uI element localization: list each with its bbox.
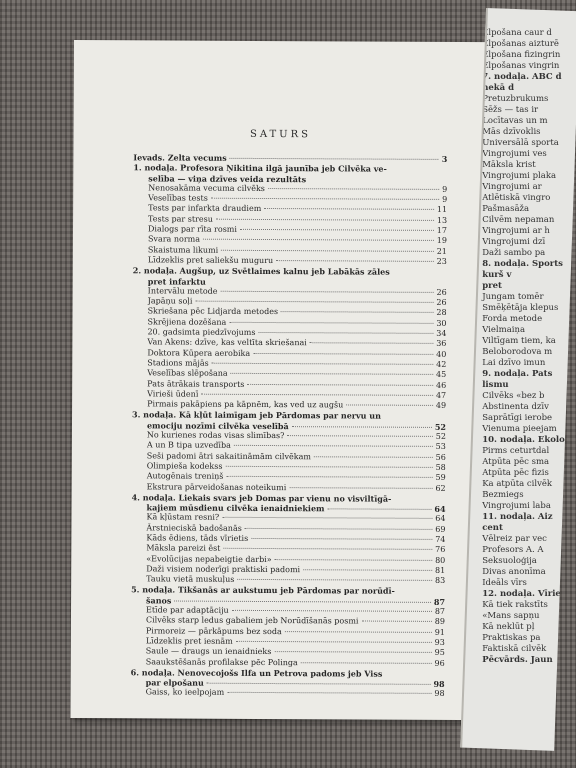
- toc-entry-title: emociju nozīmi cilvēka veselībā: [146, 420, 289, 431]
- right-page-line: Vingrojumi ar h: [482, 226, 550, 237]
- toc-page-number: 69: [435, 524, 446, 534]
- right-page-line: Elpošana fizingrin: [482, 50, 561, 61]
- right-page-line: Praktiskas pa: [482, 633, 541, 644]
- toc-page-number: 95: [434, 648, 445, 658]
- toc-page-number: 42: [436, 359, 447, 369]
- toc-page-number: 53: [435, 442, 446, 452]
- toc-entry-title: Tests par infarkta draudiem: [148, 203, 262, 214]
- right-page-line: Atpūta pēc fizis: [482, 468, 549, 479]
- dot-leader: [301, 662, 432, 664]
- right-page-line: Forda metode: [482, 314, 543, 325]
- right-page-line: Abstinenta dzīv: [482, 402, 549, 413]
- right-page-line: Bezmiegs: [482, 490, 524, 501]
- right-page-line: Pretuzbrukums: [482, 94, 549, 105]
- dot-leader: [174, 600, 431, 602]
- dot-leader: [222, 517, 432, 519]
- toc-entry-title: Ārstnieciskā badošanās: [146, 523, 242, 533]
- toc-chapter-heading: [131, 585, 445, 597]
- right-page-line: Locītavas un m: [482, 116, 548, 127]
- toc-page-number: 49: [435, 401, 447, 411]
- dot-leader: [201, 394, 433, 396]
- toc-page-number: 21: [436, 246, 447, 256]
- right-page-line: Smēķētāja klepus: [482, 303, 559, 314]
- toc-entry-title: 2. nodaļa. Augšup, uz Svētlaimes kalnu jeb Labākās zāles: [132, 265, 390, 277]
- toc-entry-title: Tests par stresu: [148, 214, 213, 224]
- dot-leader: [211, 198, 439, 200]
- toc-page-number: 59: [435, 473, 446, 483]
- dot-leader: [231, 373, 433, 375]
- toc-entry-title: Līdzeklis pret iesnām: [145, 636, 233, 646]
- toc-entry-title: Virieši ūdenī: [147, 389, 199, 399]
- right-page-line: Vingrojumi ves: [482, 149, 547, 160]
- dot-leader: [207, 683, 431, 685]
- right-page-line: Atpūta pēc sma: [482, 457, 550, 468]
- right-page-line: Elpošanas vingrin: [482, 61, 560, 72]
- toc-page-number: 76: [435, 545, 446, 555]
- toc-entry-title: Gaiss, ko ieelpojam: [145, 687, 225, 698]
- dot-leader: [216, 219, 434, 221]
- toc-page-number: 98: [434, 689, 445, 699]
- right-page-line: Vienuma pieejam: [482, 424, 557, 435]
- right-page-line: 10. nodaļa. Ekolo: [482, 435, 565, 446]
- toc-page-number: 45: [436, 370, 447, 380]
- right-page-line: Kā neklūt pļ: [482, 622, 535, 633]
- toc-entry-title: A un B tipa uzvedība: [146, 440, 231, 451]
- right-page-line: pret: [482, 281, 502, 292]
- dot-leader: [285, 631, 432, 633]
- toc-entry-title: Nenosakāma vecuma cilvēks: [148, 183, 265, 193]
- toc-entry-title: Stadions mājās: [147, 358, 209, 368]
- right-page-line: Viltīgam tiem, ka: [482, 336, 556, 347]
- right-page-line: nekā d: [482, 83, 515, 94]
- toc-entry: [131, 688, 445, 700]
- toc-page-number: 64: [435, 514, 446, 524]
- dot-leader: [289, 487, 432, 489]
- right-page-line: 9. nodaļa. Pats: [482, 369, 553, 380]
- right-page-line: Lai dzīvo imun: [482, 358, 546, 369]
- right-page-line: Ideāls vīrs: [482, 578, 527, 589]
- right-page-line: Pirms ceturtdal: [482, 446, 550, 457]
- dot-leader: [292, 426, 432, 428]
- right-page-line: 7. nodaļa. ABC d: [482, 72, 562, 83]
- dot-leader: [268, 188, 439, 190]
- dot-leader: [225, 466, 432, 468]
- toc-page-number: 47: [435, 390, 447, 400]
- right-page-line: 8. nodaļa. Sports: [482, 259, 563, 270]
- toc-entry-title: Saule — draugs un ienaidnieks: [145, 646, 272, 657]
- dot-leader: [287, 435, 432, 437]
- dot-leader: [224, 548, 433, 550]
- toc-entry-title: Cilvēks starp ledus gabaliem jeb Norūdīšanās posmi: [145, 615, 359, 626]
- toc-entry-title: Kā kļūstam resni?: [146, 512, 220, 523]
- dot-leader: [251, 538, 432, 540]
- right-page-line: Vingrojumi laba: [482, 501, 551, 512]
- dot-leader: [328, 508, 432, 510]
- toc-page-number: 62: [435, 483, 446, 493]
- toc-entry-title: Etīde par adaptāciju: [145, 605, 229, 615]
- toc-page-number: 56: [435, 452, 446, 462]
- toc-entry-title: Veselības slēpošana: [147, 368, 228, 379]
- toc-page-number: 19: [436, 236, 447, 246]
- dot-leader: [281, 312, 433, 314]
- right-page-line: Daži sambo pa: [482, 248, 546, 259]
- toc-entry-title: Kāds ēdiens, tāds vīrietis: [146, 533, 249, 543]
- toc-page-number: 28: [436, 308, 447, 318]
- toc-entry-title: 4. nodaļa. Liekais svars jeb Domas par vienu no visviltīgā-: [131, 492, 392, 504]
- right-page-line: Pēcvārds. Jaun: [482, 655, 553, 666]
- toc-entry-title: Ekstrura pārveidošanas noteikumi: [146, 481, 287, 492]
- dot-leader: [195, 301, 433, 303]
- right-page-line: Mās dzīvoklis: [482, 127, 541, 138]
- toc-entry-title: Pats ātrākais transports: [147, 378, 245, 389]
- dot-leader: [221, 249, 434, 251]
- toc-entry-title: Daži visiem noderīgi praktiski padomi: [146, 564, 301, 575]
- toc-entry-title: No kurienes rodas visas slimības?: [146, 430, 285, 441]
- toc-entry-title: Intervālu metode: [147, 286, 218, 296]
- toc-entry-title: Pirmais pakāpiens pa kāpnēm, kas ved uz augšu: [147, 399, 344, 410]
- right-page-line: 11. nodaļa. Aiz: [482, 512, 553, 523]
- right-page-line: Cilvēks «bez b: [482, 391, 545, 402]
- right-page-line: Jungam tomēr: [482, 292, 544, 303]
- dot-leader: [276, 260, 433, 262]
- right-page-line: lismu: [482, 380, 509, 391]
- right-page-line: Vēlreiz par vec: [482, 534, 547, 545]
- dot-leader: [274, 651, 431, 653]
- dot-leader: [346, 405, 433, 406]
- toc-page-number: 3: [441, 153, 448, 164]
- left-page: [70, 40, 488, 720]
- toc-entry-title: 20. gadsimta piedzīvojums: [147, 327, 256, 338]
- toc-page-number: 81: [435, 565, 446, 575]
- right-page-line: Vingrojumi ar: [482, 182, 542, 193]
- right-page-line: Māksla krist: [482, 160, 536, 171]
- dot-leader: [221, 291, 434, 293]
- toc-page-number: 34: [436, 328, 447, 339]
- toc-page-number: 64: [434, 503, 446, 515]
- toc-page-number: 52: [434, 421, 447, 432]
- toc-page-number: 26: [436, 298, 447, 308]
- dot-leader: [227, 692, 431, 694]
- right-page-line: Divas anonīma: [482, 567, 546, 578]
- dot-leader: [226, 476, 432, 478]
- page-title: SATURS: [249, 128, 312, 141]
- dot-leader: [229, 322, 433, 324]
- toc-page-number: 26: [436, 287, 447, 297]
- right-page-text: [482, 28, 576, 666]
- toc-page-number: 9: [442, 195, 448, 205]
- toc-page-number: 36: [436, 339, 447, 349]
- toc-entry-title: selība — viņa dzīves veida rezultāts: [148, 172, 307, 184]
- dot-leader: [258, 332, 433, 334]
- dot-leader: [212, 363, 433, 365]
- right-page-line: Saprātīgi ierobe: [482, 413, 553, 424]
- right-page-line: Elpošanas aizturē: [482, 39, 559, 50]
- right-page-line: Vielmaiņa: [482, 325, 526, 336]
- toc-page-number: 11: [436, 205, 448, 215]
- toc-page-number: 93: [434, 637, 445, 647]
- toc-page-number: 80: [435, 555, 446, 565]
- dot-leader: [361, 621, 431, 622]
- toc-page-number: 74: [435, 534, 446, 544]
- dot-leader: [275, 559, 432, 561]
- dot-leader: [253, 353, 433, 355]
- toc-page-number: 89: [434, 617, 445, 627]
- toc-entry-title: Van Akens: dzīve, kas veltīta skriešanai: [147, 337, 307, 348]
- toc-entry-title: Saaukstēšanās profilakse pēc Polinga: [145, 656, 298, 667]
- toc-entry-title: Autogēnais treniņš: [146, 471, 224, 481]
- dot-leader: [230, 158, 439, 160]
- right-page-line: kurš v: [482, 270, 512, 281]
- right-page-line: Profesors A. A: [482, 545, 544, 556]
- toc-page-number: 87: [434, 606, 446, 617]
- toc-entry-title: šanos: [146, 595, 172, 606]
- dot-leader: [232, 610, 432, 612]
- right-page-line: Universālā sporta: [482, 138, 559, 149]
- right-page-line: Faktiskā cilvēk: [482, 644, 547, 655]
- toc-entry-title: kajiem mūsdienu cilvēka ienaidniekiem: [146, 502, 325, 514]
- toc-page-number: 52: [435, 431, 446, 441]
- toc-entry-title: Ievads. Zelta vecums: [133, 152, 227, 163]
- right-page-line: Elpošana caur d: [482, 28, 552, 39]
- toc-entry-title: 3. nodaļa. Kā kļūt laimīgam jeb Pārdomas par nervu un: [132, 409, 381, 422]
- toc-entry-title: Dialogs par rīta rosmi: [147, 224, 237, 234]
- right-page-line: Cilvēm nepaman: [482, 215, 555, 226]
- right-page-line: Vingrojumi dzī: [482, 237, 546, 248]
- toc-page-number: 13: [436, 215, 448, 225]
- right-page-line: Beloborodova m: [482, 347, 553, 358]
- right-page-line: «Mans sapņu: [482, 611, 540, 622]
- toc-page-number: 40: [436, 349, 447, 359]
- toc-entry-title: Tauku vietā muskuļus: [146, 574, 235, 585]
- toc-page-number: 17: [436, 225, 448, 236]
- toc-entry-title: «Evolūcijas nepabeigtie darbi»: [146, 553, 272, 564]
- toc-entry-title: Pirmoreiz — pārkāpums bez soda: [145, 626, 282, 636]
- right-page-line: cent: [482, 523, 503, 534]
- dot-leader: [303, 569, 432, 571]
- dot-leader: [310, 343, 433, 345]
- toc-entry-title: Olimpieša kodekss: [146, 461, 223, 471]
- dot-leader: [245, 528, 432, 530]
- right-page-line: Vingrojumi plaka: [482, 171, 557, 182]
- toc-page-number: 46: [435, 380, 447, 390]
- toc-entry-title: Japāņu soļi: [147, 296, 193, 306]
- toc-entry-title: Seši padomi ātri sakaitināmām cilvēkam: [146, 450, 311, 461]
- toc-page-number: 30: [436, 318, 447, 328]
- dot-leader: [314, 456, 433, 458]
- toc-page-number: 58: [435, 462, 446, 472]
- toc-page-number: 87: [433, 596, 446, 607]
- dot-leader: [236, 641, 432, 643]
- toc-page-number: 9: [442, 184, 448, 194]
- toc-entry-title: 6. nodaļa. Nenovecojošs Ilfa un Petrova padoms jeb Viss: [130, 667, 383, 679]
- toc-entry-title: Skaistuma likumi: [147, 245, 219, 255]
- right-page-line: Atlētiskā vingro: [482, 193, 551, 204]
- dot-leader: [240, 229, 434, 231]
- toc-entry-title: Skrējiena dozēšana: [147, 317, 227, 327]
- toc-entry-title: par elpošanu: [145, 677, 204, 688]
- right-page-line: Kā tiek rakstīts: [482, 600, 548, 611]
- toc-page-number: 23: [436, 256, 447, 266]
- dot-leader: [247, 383, 433, 385]
- toc-entry-title: Māksla pareizi ēst: [146, 543, 221, 554]
- toc-entry-title: pret infarktu: [147, 275, 206, 287]
- toc-entry-title: Līdzeklis pret saliekšu muguru: [147, 255, 274, 266]
- toc-entry-title: Svara norma: [147, 234, 201, 245]
- right-page-line: Ka atpūta cilvēk: [482, 479, 553, 490]
- toc-page-number: 83: [434, 576, 446, 586]
- toc-page-number: 98: [433, 679, 445, 690]
- toc-page-number: 96: [434, 658, 445, 668]
- dot-leader: [264, 208, 434, 210]
- toc-entry-title: Doktora Kūpera aerobika: [147, 348, 251, 358]
- dot-leader: [203, 239, 434, 241]
- table-of-contents: [131, 152, 448, 699]
- dot-leader: [234, 445, 433, 447]
- toc-entry-title: Skriešana pēc Lidjarda metodes: [147, 306, 279, 317]
- toc-entry-title: 5. nodaļa. Tikšanās ar aukstumu jeb Pārdomas par norūdī-: [131, 584, 395, 597]
- right-page-line: Pašmasāža: [482, 204, 530, 215]
- right-page-line: 12. nodaļa. Vīrie: [482, 589, 561, 600]
- dot-leader: [237, 579, 432, 581]
- right-page-line: Seksuoloģija: [482, 556, 537, 567]
- toc-entry-title: Veselības tests: [148, 193, 208, 203]
- toc-page-number: 91: [434, 627, 445, 637]
- right-page-line: Sēžs — tas ir: [482, 105, 539, 116]
- toc-entry-title: 1. nodaļa. Profesora Ņikitina ilgā jaunība jeb Cilvēka ve-: [133, 162, 387, 174]
